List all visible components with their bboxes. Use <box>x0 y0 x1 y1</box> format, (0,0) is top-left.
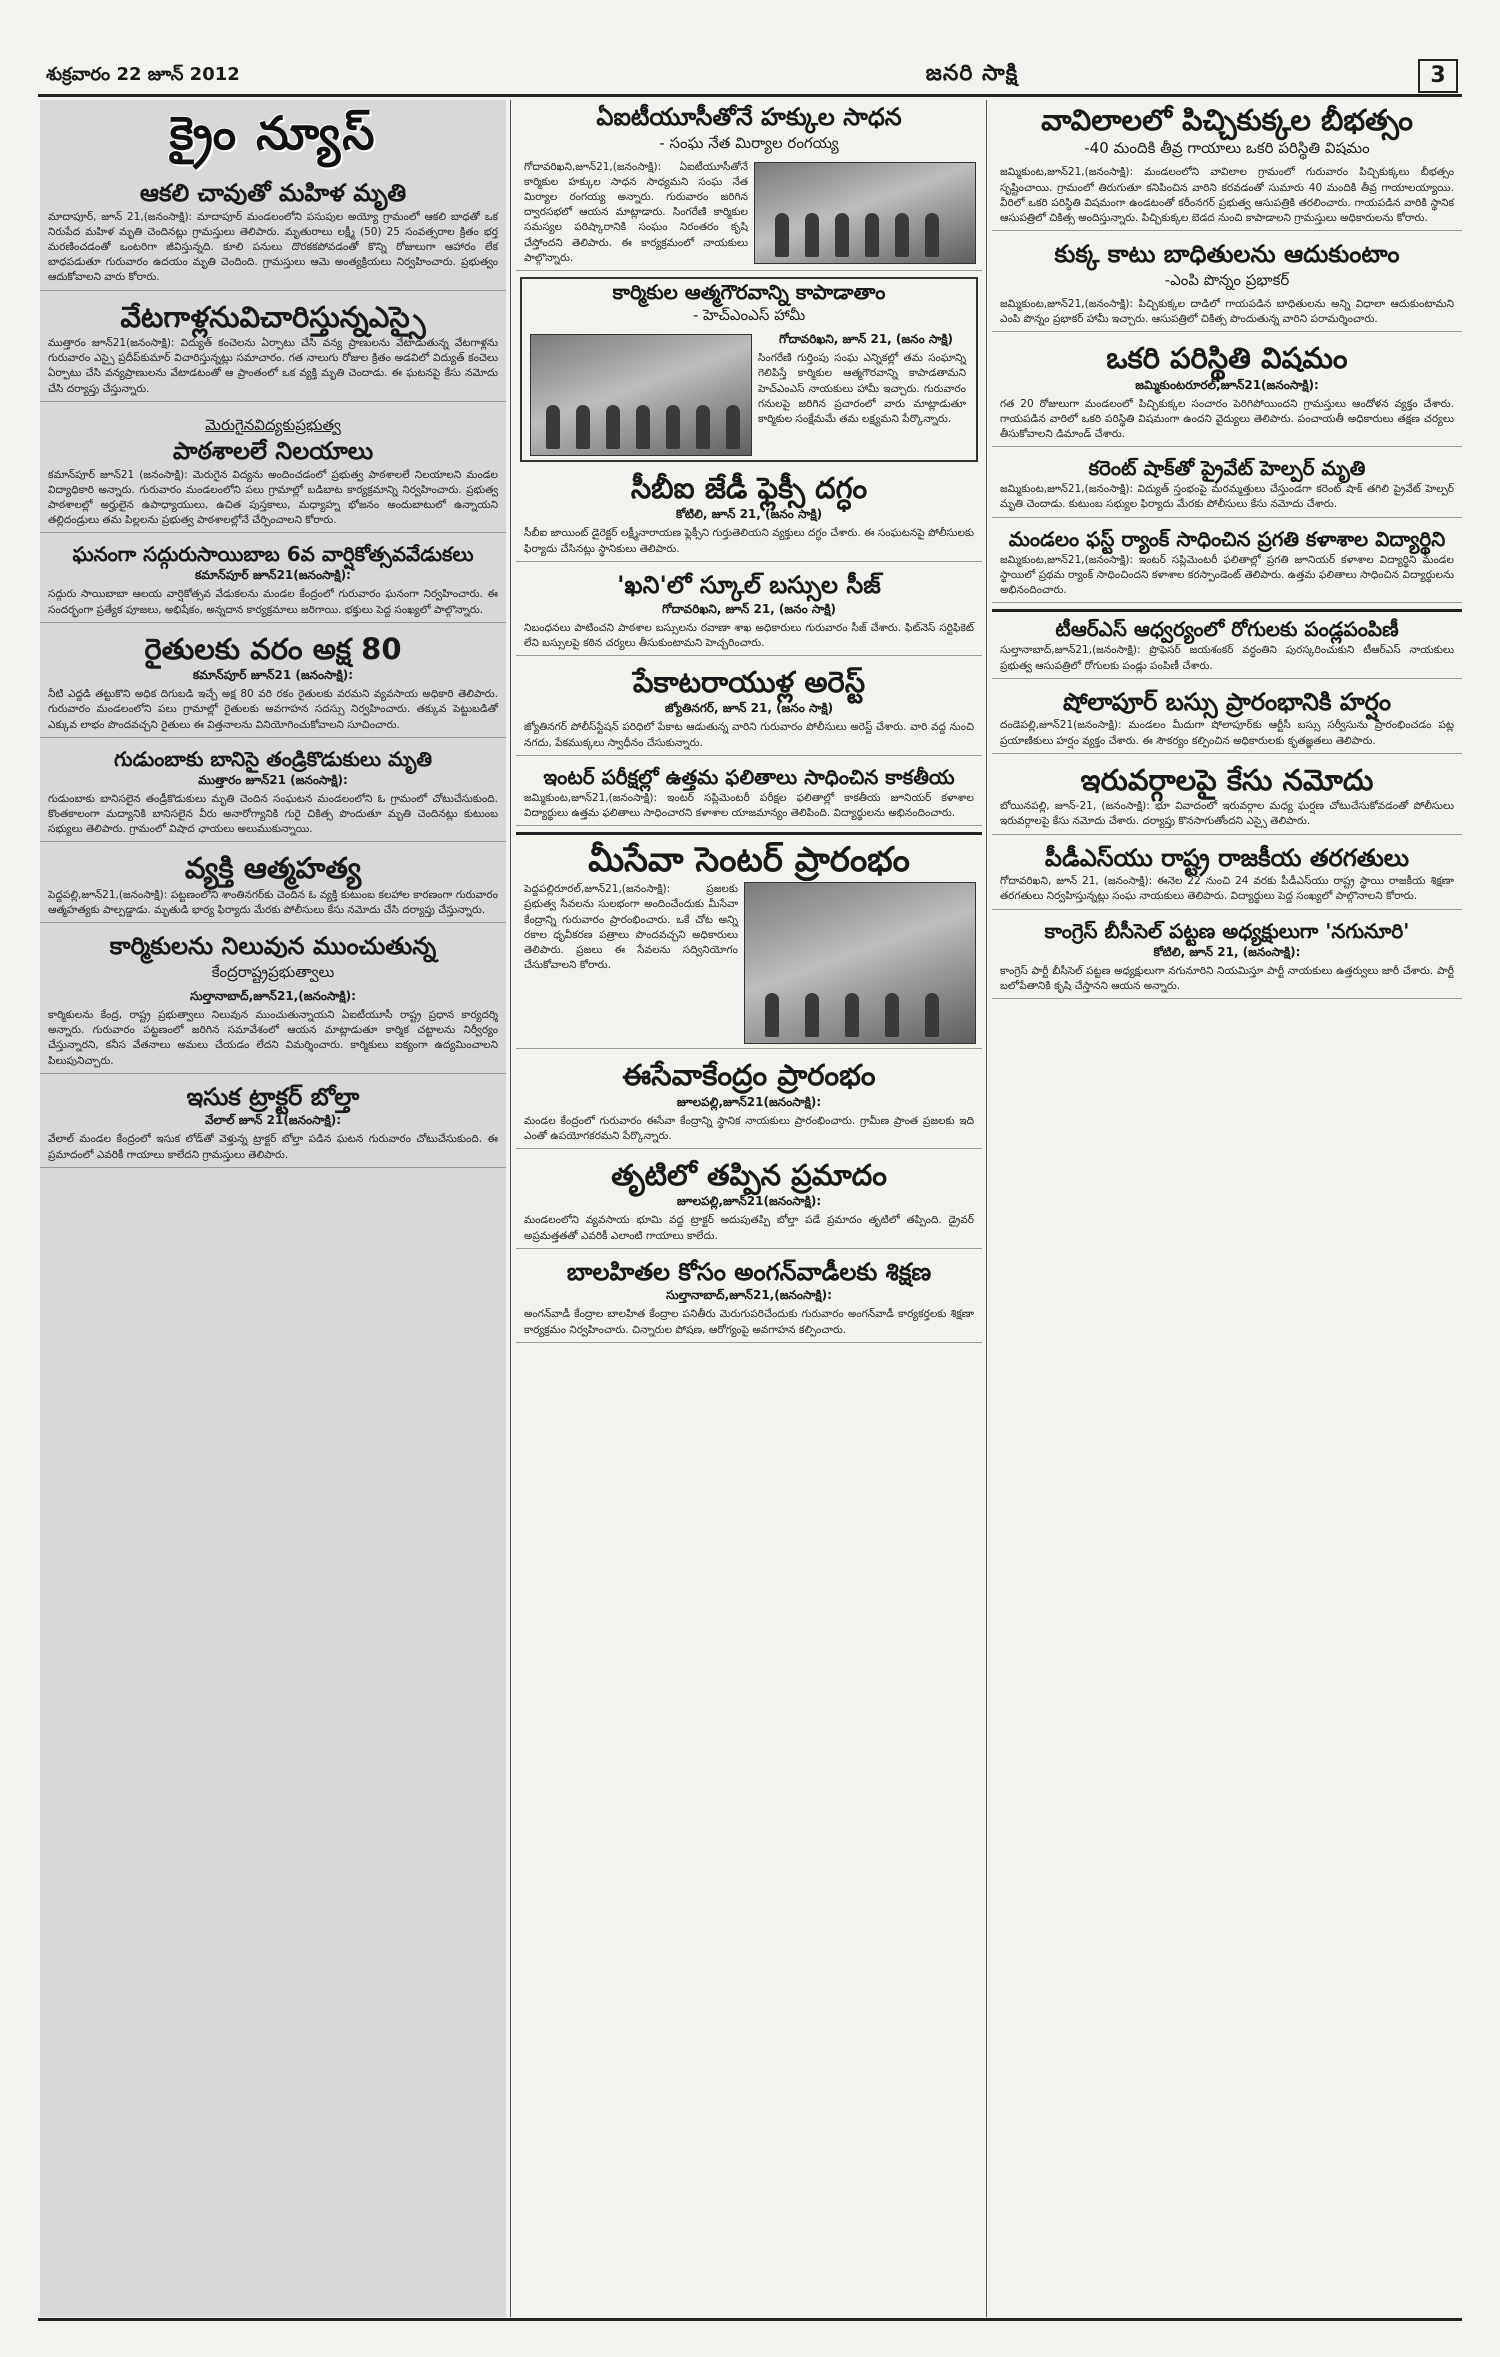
story-headline: ఆకలి చావుతో మహిళ మృతి <box>139 179 407 207</box>
story-suicide <box>40 848 506 923</box>
story-dateline: కోటిలి, జూన్ 21, (జనం సాక్షి) <box>675 507 823 522</box>
story-meeseva <box>516 832 982 1049</box>
story-headline: ఇంటర్ పరీక్షల్లో ఉత్తమ ఫలితాలు సాధించిన కాకతీయ <box>543 764 955 789</box>
page-header <box>38 58 1462 97</box>
story-body: మండలంలోని వ్యవసాయ భూమి వద్ద ట్రాక్టర్ అదుపుతప్పి బోల్తా పడే ప్రమాదం తృటిలో తప్పింది. డ్రైవర్ అప్రమత్తతతో ఎవరికీ ఎలాంటి గాయాలు కాలేదు. <box>524 1214 974 1242</box>
story-eseva <box>516 1055 982 1149</box>
story-body: జమ్మికుంట,జూన్21,(జనంసాక్షి): ఇంటర్ సప్లిమెంటరీ పరీక్షల ఫలితాల్లో కాకతీయ జూనియర్ కళాశాల విద్యార్థులు ఉత్తమ ఫలితాలు సాధించారని కళాశాల యాజమాన్యం తెలిపింది. విద్యార్థులను అభినందించారు. <box>524 791 974 819</box>
crime-news-banner: క్రైం న్యూస్ <box>169 106 377 160</box>
issue-date: శుక్రవారం 22 జూన్ 2012 <box>46 63 240 85</box>
story-trs-fruits <box>992 609 1462 678</box>
story-kakatiya-results <box>516 762 982 826</box>
story-sholapur-bus <box>992 685 1462 754</box>
story-headline: రైతులకు వరం అక్ష 80 <box>144 631 402 666</box>
story-headline: వేటగాళ్లనువిచారిస్తున్నఎస్సై <box>120 299 426 334</box>
story-headline: కార్మికుల ఆత్మగౌరవాన్ని కాపాడాతాం <box>612 280 886 305</box>
page-number: 3 <box>1418 59 1458 93</box>
story-headline: సీబీఐ జేడీ ఫ్లెక్సీ దగ్ధం <box>630 471 868 506</box>
story-dateline: కమాన్‌పూర్ జూన్21(జనంసాక్షి): <box>195 568 351 583</box>
story-body: గోదావరిఖని, జూన్ 21, (జనంసాక్షి): ఈనెల 22 నుంచి 24 వరకు పీడీఎస్‌యు రాష్ట్ర స్థాయి రాజకీయ శిక్షణా తరగతులు నిర్వహిస్తున్నట్లు సంఘ నాయకులు తెలిపారు. విద్యార్థులు పెద్ద సంఖ్యలో పాల్గొనాలని కోరారు. <box>1000 875 1454 903</box>
story-body: జమ్మికుంట,జూన్21,(జనంసాక్షి): మండలంలోని వావిలాల గ్రామంలో గురువారం పిచ్చికుక్కలు బీభత్సం సృష్టించాయి. గ్రామంలో తిరుగుతూ కనిపించిన వారిని కరవడంతో సుమారు 40 మందికి తీవ్ర గాయాలయ్యాయి. వీరిలో ఒకరి పరిస్థితి విషమంగా ఉండటంతో కరీంనగర్ ప్రభుత్వ ఆసుపత్రికి తరలించారు. గాయపడిన వారికి స్థానిక ఆసుపత్రిలో చికిత్స అందిస్తున్నారు. పిచ్చికుక్కల బెడద నుంచి కాపాడాలని గ్రామస్తులు అధికారులను కోరారు. <box>1000 166 1454 224</box>
story-body: పెద్దపల్లిరూరల్,జూన్21,(జనంసాక్షి): ప్రజలకు ప్రభుత్వ సేవలను సులభంగా అందించేందుకు మీసేవా కేంద్రాన్ని గురువారం ప్రారంభించారు. ఒకే చోట అన్ని రకాల ధృవీకరణ పత్రాలు పొందవచ్చని అధికారులు తెలిపారు. ప్రజలు ఈ సేవలను సద్వినియోగం చేసుకోవాలని కోరారు. <box>524 883 738 972</box>
story-headline: కాంగ్రెస్ బీసీసెల్ పట్టణ అధ్యక్షులుగా 'నగునూరి' <box>1044 918 1410 943</box>
story-body: సీబీఐ జాయింట్ డైరెక్టర్ లక్ష్మీనారాయణ ఫ్లెక్సీని గుర్తుతెలియని వ్యక్తులు దగ్ధం చేశారు. ఈ సంఘటనపై పోలీసులకు ఫిర్యాదు చేసినట్లు స్థానికులు తెలిపారు. <box>524 527 974 555</box>
story-body: గోదావరిఖని,జూన్21,(జనంసాక్షి): ఏఐటీయూసీతోనే కార్మికుల హక్కుల సాధన సాధ్యమని సంఘ నేత మిర్యాల రంగయ్య అన్నారు. గురువారం జరిగిన ద్వారసభలో ఆయన మాట్లాడారు. సింగరేణి కార్మికుల సమస్యల పరిష్కారానికి సంఘం నిరంతరం కృషి చేస్తోందని తెలిపారు. ఈ కార్యక్రమంలో నాయకులు పాల్గొన్నారు. <box>524 160 748 264</box>
story-headline: మండలం ఫస్ట్ ర్యాంక్ సాధించిన ప్రగతి కళాశాల విద్యార్థిని <box>1008 526 1446 551</box>
news-photo <box>744 882 976 1044</box>
story-body: వేలాల్ మండల కేంద్రంలో ఇసుక లోడ్‌తో వెళ్తున్న ట్రాక్టర్ బోల్తా పడిన ఘటన గురువారం చోటుచేసుకుంది. ఈ ప్రమాదంలో ఎవరికీ గాయాలు కాలేదని గ్రామస్తులు తెలిపారు. <box>48 1133 498 1161</box>
story-body: సింగరేణి గుర్తింపు సంఘ ఎన్నికల్లో తమ సంఘాన్ని గెలిపిస్తే కార్మికుల ఆత్మగౌరవాన్ని కాపాడతామని హెచ్ఎంఎస్ నాయకులు హామీ ఇచ్చారు. గురువారం గనులపై జరిగిన ప్రచారంలో వారు మాట్లాడుతూ కార్మికుల సంక్షేమమే తమ లక్ష్యమని పేర్కొన్నారు. <box>758 352 966 425</box>
story-saibaba-anniversary <box>40 539 506 622</box>
story-body: అంగన్‌వాడీ కేంద్రాల బాలహిత కేంద్రాల పనితీరు మెరుగుపరిచేందుకు గురువారం అంగన్‌వాడీ కార్యకర్తలకు శిక్షణా కార్యక్రమం నిర్వహించారు. చిన్నారుల పోషణ, ఆరోగ్యంపై అవగాహన కల్పించారు. <box>524 1308 974 1336</box>
story-cbi-flexi <box>516 468 982 562</box>
story-kicker: మెరుగైనవిద్యకుప్రభుత్వ <box>205 415 341 434</box>
story-headline: ఏఐటీయూసీతోనే హక్కుల సాధన <box>596 103 902 131</box>
story-byline: -ఎంపి పొన్నం ప్రభాకర్ <box>1164 270 1290 289</box>
story-tractor-overturn <box>40 1080 506 1168</box>
story-body: కమాన్‌పూర్ జూన్21 (జనంసాక్షి): మెరుగైన విద్యను అందించడంలో ప్రభుత్వ పాఠశాలలే నిలయాలని మండల విద్యాధికారి అన్నారు. గురువారం మండలంలోని పలు గ్రామాల్లో బడిబాట కార్యక్రమాన్ని నిర్వహించారు. ప్రభుత్వ పాఠశాలల్లో అర్హులైన ఉపాధ్యాయులు, ఉచిత పుస్తకాలు, మధ్యాహ్న భోజనం అందుబాటులో ఉన్నాయని తల్లిదండ్రులు తమ పిల్లలను ప్రభుత్వ పాఠశాలల్లోనే చేర్పించాలని కోరారు. <box>48 468 498 527</box>
masthead-logo: జనరి సాక్షి <box>925 61 1019 86</box>
story-headline: ఈసేవాకేంద్రం ప్రారంభం <box>622 1058 876 1093</box>
story-aituc <box>516 100 982 271</box>
story-headline: వ్యక్తి ఆత్మహత్య <box>184 851 362 886</box>
story-gamblers-arrest <box>516 662 982 756</box>
story-dateline: జూలపల్లి,జూన్21(జనంసాక్షి): <box>676 1194 822 1209</box>
story-dateline: జూలపల్లి,జూన్21(జనంసాక్షి): <box>676 1094 822 1109</box>
story-dateline: సుల్తానాబాద్,జూన్21,(జనంసాక్షి): <box>666 1288 832 1303</box>
story-congress-bc-cell <box>992 916 1462 999</box>
story-dateline: గోదావరిఖని, జూన్ 21, (జనం సాక్షి) <box>662 601 836 616</box>
story-body: జమ్మికుంట,జూన్21,(జనంసాక్షి): ఇంటర్ సప్లిమెంటరీ ఫలితాల్లో ప్రగతి జూనియర్ కళాశాల విద్యార్థిని మండల స్థాయిలో ప్రథమ ర్యాంక్ సాధించిందని కళాశాల కరస్పాండెంట్ తెలిపారు. ఉత్తమ ఫలితాలు సాధించిన విద్యార్థులను అభినందించారు. <box>1000 553 1454 597</box>
story-headline: ఘనంగా సద్గురుసాయిబాబ 6వ వార్షికోత్సవవేడుకలు <box>72 542 474 567</box>
story-byline: -40 మందికి తీవ్ర గాయాలు ఒకరి పరిస్థితి విషమం <box>1084 139 1370 158</box>
story-byline: - హెచ్ఎంఎస్ హామీ <box>692 306 806 325</box>
story-headline: కార్మికులను నిలువున ముంచుతున్న <box>109 932 437 961</box>
story-headline: ఇరువర్గాలపై కేసు నమోదు <box>1080 762 1374 797</box>
news-photo <box>754 162 976 264</box>
story-headline: పేకాటరాయుళ్ల అరెస్ట్ <box>632 664 866 699</box>
story-hms <box>520 277 978 462</box>
column-divider <box>510 100 511 2317</box>
crime-news-column <box>40 100 506 2317</box>
story-dateline: ముత్తారం జూన్21 (జనంసాక్షి): <box>198 772 348 787</box>
story-headline: కుక్క కాటు బాధితులను ఆదుకుంటాం <box>1054 240 1400 269</box>
story-headline: 'ఖని'లో స్కూల్ బస్సుల సీజ్ <box>617 570 881 599</box>
story-workers <box>40 929 506 1073</box>
story-body: సుల్తానాబాద్,జూన్21,(జనంసాక్షి): ప్రొఫెసర్ జయశంకర్ వర్ధంతిని పురస్కరించుకుని టీఆర్ఎస్ నాయకులు ప్రభుత్వ ఆసుపత్రిలో రోగులకు పండ్లు పంపిణీ చేశారు. <box>1000 644 1454 672</box>
story-headline: టీఆర్ఎస్ ఆధ్వర్యంలో రోగులకు పండ్లపంపిణీ <box>1055 617 1399 642</box>
story-body: సద్గురు సాయిబాబా ఆలయ వార్షికోత్సవ వేడుకలను మండల కేంద్రంలో గురువారం ఘనంగా నిర్వహించారు. ఈ సందర్భంగా ప్రత్యేక పూజలు, అభిషేకం, అన్నదాన కార్యక్రమాలు జరిగాయి. భక్తులు పెద్ద సంఖ్యలో పాల్గొన్నారు. <box>48 588 498 616</box>
story-headline: పీడీఎస్‌యు రాష్ట్ర రాజకీయ తరగతులు <box>1044 843 1410 872</box>
story-subheadline: కేంద్రరాష్ట్రప్రభుత్వాలు <box>211 962 335 981</box>
story-body: జ్యోతినగర్ పోలీస్‌స్టేషన్ పరిధిలో పేకాట ఆడుతున్న వారిని గురువారం పోలీసులు అరెస్ట్ చేశారు. వారి వద్ద నుంచి నగదు, పేకముక్కలు స్వాధీనం చేసుకున్నారు. <box>524 721 974 749</box>
story-headline: గుడుంబాకు బానిసై తండ్రికొడుకులు మృతి <box>113 746 432 771</box>
story-body: బోయినపల్లి, జూన్-21, (జనంసాక్షి): భూ వివాదంలో ఇరువర్గాల మధ్య ఘర్షణ చోటుచేసుకోవడంతో పోలీసులు ఇరువర్గాలపై కేసు నమోదు చేశారు. దర్యాప్తు కొనసాగుతోందని ఎస్సై తెలిపారు. <box>1000 800 1454 828</box>
story-electric-shock <box>992 453 1462 517</box>
story-body: గుడుంబాకు బానిసలైన తండ్రీకొడుకులు మృతి చెందిన సంఘటన మండలంలోని ఓ గ్రామంలో చోటుచేసుకుంది. కొంతకాలంగా మద్యానికి బానిసలైన వీరు అనారోగ్యానికి గురై చికిత్స పొందుతూ మృతి చెందినట్లు కుటుంబ సభ్యులు తెలిపారు. గ్రామంలో విషాద ఛాయలు అలుముకున్నాయి. <box>48 792 498 836</box>
story-mad-dogs <box>992 100 1462 231</box>
story-dateline: సుల్తానాబాద్,జూన్21,(జనంసాక్షి): <box>190 988 356 1003</box>
story-dateline: జ్యోతినగర్, జూన్ 21, (జనం సాక్షి) <box>664 701 834 716</box>
story-headline: కరెంట్ షాక్‌తో ప్రైవేట్ హెల్పర్ మృతి <box>1088 456 1366 481</box>
story-body: జమ్మికుంట,జూన్21,(జనంసాక్షి): విద్యుత్ స్తంభంపై మరమ్మత్తులు చేస్తుండగా కరెంట్ షాక్ తగిలి ప్రైవేట్ హెల్పర్ మృతి చెందాడు. కుటుంబ సభ్యుల ఫిర్యాదు మేరకు పోలీసులు కేసు నమోదు చేశారు. <box>1000 483 1454 511</box>
story-body: మాదాపూర్, జూన్ 21,(జనంసాక్షి): మాదాపూర్ మండలంలోని పసుపుల అయ్యో గ్రామంలో ఆకలి బాధతో ఒక నిరుపేద మహిళ మృతి చెందినట్లు గ్రామస్తులు తెలిపారు. మృతురాలు లక్ష్మీ (50) 25 సంవత్సరాల క్రితం భర్త మరణించడంతో ఒంటరిగా జీవిస్తున్నది. కూలి పనులు దొరకకపోవడంతో కొన్ని రోజులుగా ఆహారం లేక బాధపడుతూ గురువారం ఉదయం మృతి చెందింది. గ్రామస్తులు ఆమె అంత్యక్రియలు నిర్వహించారు. ప్రభుత్వం ఆదుకోవాలని వారు కోరారు. <box>48 210 498 284</box>
news-photo <box>530 334 752 456</box>
story-hunger-death <box>40 176 506 291</box>
story-gudumba-deaths <box>40 744 506 843</box>
story-accident-averted <box>516 1155 982 1249</box>
story-body: కాంగ్రెస్ పార్టీ బీసీసెల్ పట్టణ అధ్యక్షులుగా నగునూరిని నియమిస్తూ పార్టీ నాయకులు ఉత్తర్వులు జారీ చేశారు. పార్టీ బలోపేతానికి కృషి చేస్తానని ఆయన అన్నారు. <box>1000 964 1454 992</box>
right-column <box>992 100 1462 2317</box>
story-body: గత 20 రోజులుగా మండలంలో పిచ్చికుక్కల సంచారం పెరిగిపోయిందని గ్రామస్తులు ఆందోళన వ్యక్తం చేశారు. గాయపడిన వారిలో ఒకరి పరిస్థితి విషమంగా ఉందని వైద్యులు తెలిపారు. పంచాయతీ అధికారులు తక్షణ చర్యలు తీసుకోవాలని డిమాండ్ చేశారు. <box>1000 397 1454 441</box>
story-dateline: గోదావరిఖని, జూన్ 21, (జనం సాక్షి) <box>779 332 953 347</box>
story-body: దండెపల్లి,జూన్21(జనంసాక్షి): మండలం మీదుగా షోలాపూర్‌కు ఆర్టీసీ బస్సు సర్వీసును ప్రారంభించడం పట్ల ప్రయాణికులు హర్షం వ్యక్తం చేశారు. ఈ సౌకర్యం కల్పించిన అధికారులకు కృతజ్ఞతలు తెలిపారు. <box>1000 719 1454 747</box>
story-body: కార్మికులను కేంద్ర, రాష్ట్ర ప్రభుత్వాలు నిలువున ముంచుతున్నాయని ఏఐటీయూసీ రాష్ట్ర ప్రధాన కార్యదర్శి అన్నారు. గురువారం పట్టణంలో జరిగిన సమావేశంలో ఆయన మాట్లాడుతూ కార్మిక చట్టాలను నిర్వీర్యం చేస్తున్నారని, కనీస వేతనాలు అమలు చేయడం లేదని విమర్శించారు. కార్మికులు ఐక్యంగా ఉద్యమించాలని పిలుపునిచ్చారు. <box>48 1008 498 1067</box>
story-body: నీటి ఎద్దడి తట్టుకొని అధిక దిగుబడి ఇచ్చే అక్ష 80 వరి రకం రైతులకు వరమని వ్యవసాయ అధికారి తెలిపారు. గురువారం మండలంలోని పలు గ్రామాల్లో రైతులకు అవగాహన సదస్సు నిర్వహించారు. తక్కువ పెట్టుబడితో ఎక్కువ లాభం పొందవచ్చని రైతులు ఈ విత్తనాలను వినియోగించుకోవాలని సూచించారు. <box>48 688 498 731</box>
story-dateline: జమ్మికుంటరూరల్,జూన్21(జనంసాక్షి): <box>1135 377 1319 392</box>
story-dateline: కమాన్‌పూర్ జూన్21 (జనంసాక్షి): <box>192 668 354 683</box>
story-body: పెద్దపల్లి,జూన్21,(జనంసాక్షి): పట్టణంలోని శాంతినగర్‌కు చెందిన ఓ వ్యక్తి కుటుంబ కలహాల కారణంగా గురువారం ఆత్మహత్యకు పాల్పడ్డాడు. మృతుడి భార్య ఫిర్యాదు మేరకు పోలీసులు కేసు నమోదు చేసి దర్యాప్తు చేస్తున్నారు. <box>48 888 498 917</box>
page-footer-rule <box>38 2318 1462 2321</box>
story-headline: ఒకరి పరిస్థితి విషమం <box>1106 341 1348 376</box>
story-dateline: కోటిలి, జూన్ 21, (జనంసాక్షి): <box>1153 944 1301 959</box>
story-body: నిబంధనలు పాటించని పాఠశాల బస్సులను రవాణా శాఖ అధికారులు గురువారం సీజ్ చేశారు. ఫిట్‌నెస్ సర్టిఫికెట్ లేని బస్సులపై కఠిన చర్యలు తీసుకుంటామని హెచ్చరించారు. <box>524 621 974 649</box>
story-dog-bite-victims <box>992 237 1462 332</box>
story-govt-schools <box>40 408 506 533</box>
story-body: జమ్మికుంట,జూన్21,(జనంసాక్షి): పిచ్చికుక్కల దాడిలో గాయపడిన బాధితులను అన్ని విధాలా ఆదుకుంటామని ఎంపి పొన్నం ప్రభాకర్ హామీ ఇచ్చారు. ఆసుపత్రిలో చికిత్స పొందుతున్న వారిని పరామర్శించారు. <box>1000 297 1454 326</box>
column-divider <box>986 100 987 2317</box>
story-aksha80 <box>40 629 506 738</box>
story-body: మండల కేంద్రంలో గురువారం ఈసేవా కేంద్రాన్ని స్థానిక నాయకులు ప్రారంభించారు. గ్రామీణ ప్రాంత ప్రజలకు ఇది ఎంతో ఉపయోగకరమని పేర్కొన్నారు. <box>524 1114 974 1142</box>
story-body: ముత్తారం జూన్21(జనంసాక్షి): విద్యుత్ కంచెలను ఏర్పాటు చేసి వన్య ప్రాణులను వేటాడుతున్న వేటగాళ్లను గురువారం ఎస్సై ప్రదీప్‌కుమార్ విచారిస్తున్నట్లు సమాచారం. గత నాలుగు రోజుల క్రితం అడవిలో విద్యుత్ కంచెలు ఏర్పాటు చేసి వన్యప్రాణులను వేటాడటంతో ఆ ప్రాంతంలో ఒక వ్యక్తి మృతి చెందాడు. ఈ ఘటనపై కేసు నమోదు చేసి దర్యాప్తు చేస్తున్నారు. <box>48 337 498 395</box>
story-headline: మీసేవా సెంటర్ ప్రారంభం <box>588 840 910 881</box>
story-headline: పాఠశాలలే నిలయాలు <box>172 436 374 465</box>
story-headline: షోలాపూర్ బస్సు ప్రారంభానికి హర్షం <box>1062 687 1392 716</box>
story-pdsu-classes <box>992 841 1462 910</box>
middle-column <box>516 100 982 2317</box>
story-anganwadi-training <box>516 1255 982 1343</box>
story-first-rank <box>992 524 1462 604</box>
story-cases-registered <box>992 760 1462 835</box>
story-headline: తృటిలో తప్పిన ప్రమాదం <box>611 1158 887 1193</box>
story-headline: వావిలాలలో పిచ్చికుక్కల బీభత్సం <box>1041 103 1413 137</box>
story-headline: ఇసుక ట్రాక్టర్ బోల్తా <box>186 1082 360 1111</box>
story-school-bus-seize <box>516 568 982 656</box>
story-dateline: వేలాల్ జూన్ 21(జనంసాక్షి): <box>204 1113 342 1128</box>
story-critical-condition <box>992 338 1462 447</box>
story-headline: బాలహితల కోసం అంగన్‌వాడీలకు శిక్షణ <box>566 1257 932 1286</box>
story-byline: - సంఘ నేత మిర్యాల రంగయ్య <box>659 133 839 152</box>
story-hunters <box>40 297 506 402</box>
